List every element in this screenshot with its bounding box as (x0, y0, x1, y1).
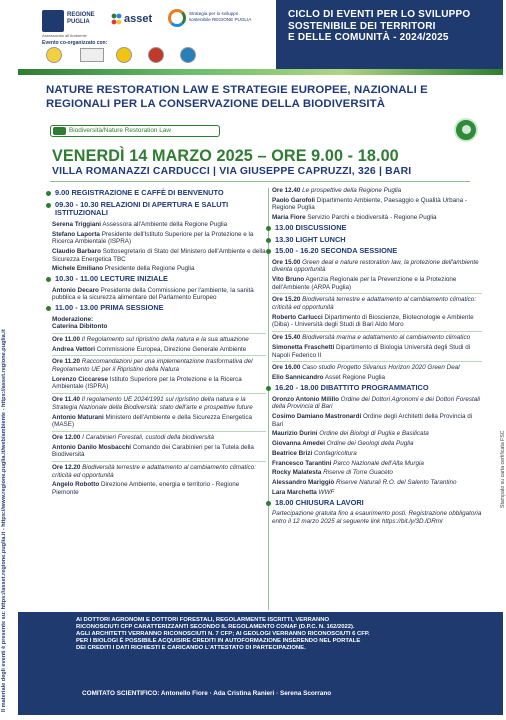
entry-text: Il Regolamento sul ripristino della natura e la sua attuazione (81, 335, 249, 343)
event-venue: VILLA ROMANAZZI CARDUCCI | VIA GIUSEPPE CAPRUZZI, 326 | BARI (52, 166, 412, 177)
divider (50, 181, 470, 182)
separator (52, 431, 266, 432)
entry-text: I Carabinieri Forestali, custodi della biodiversità (82, 433, 215, 441)
program-entry (272, 479, 482, 487)
speaker-name: Oronzo Antonio Milillo (272, 395, 339, 403)
speaker-name: Ore 15.00 (272, 258, 301, 266)
program-left-column (52, 187, 266, 499)
program-entry (272, 450, 482, 458)
speaker-name: Andrea Vettori (52, 345, 96, 353)
section-heading (46, 201, 266, 218)
partner-logo-3-icon (116, 47, 132, 63)
entry-text: Confagricoltura (314, 449, 357, 457)
entry-text: Ministero dell'Ambiente e della Sicurezza Energetica (MASE) (52, 413, 252, 429)
program-entry (52, 265, 266, 273)
speaker-name: Francesco Tarantini (272, 459, 332, 467)
entry-text: Dipartimento di Bioscienze, Biotecnologie e Ambiente (Diba) - Università degli Studi di Bari Aldo Moro (272, 313, 474, 329)
speaker-name: Ore 15.20 (272, 296, 301, 304)
topic-tag-label: Biodiversità/Nature Restoration Law (69, 127, 171, 134)
program-entry (52, 248, 266, 263)
program-entry (272, 489, 482, 497)
moderator-line: Caterina Dibitonto (52, 323, 108, 331)
program-entry (52, 231, 266, 246)
section-heading (46, 304, 266, 313)
program-entry (52, 464, 266, 479)
speaker-name: Maurizio Durini (272, 430, 318, 438)
entry-text: Presidente della Commissione per l'ambiente, la sanità pubblica e la sicurezza alimentare del Parlamento Europeo (52, 286, 254, 302)
program-entry (272, 296, 482, 311)
series-title-line-3: E DELLE COMUNITÀ - 2024/2025 (288, 32, 449, 43)
program-right-column (272, 187, 482, 528)
program-entry (52, 346, 266, 354)
speaker-name: Claudio Barbaro (52, 247, 101, 255)
speaker-name: Lorenzo Ciccarese (52, 375, 108, 383)
program-entry (272, 413, 482, 428)
section-heading (46, 189, 266, 198)
program-entry (272, 344, 482, 359)
earth-icon (454, 118, 478, 142)
speaker-name: Angelo Robotto (52, 481, 100, 489)
entry-text: Servizio Parchi e biodiversità - Regione Puglia (307, 214, 437, 222)
speaker-name: Elio Sannicandro (272, 374, 324, 382)
entry-text: Biodiversità marina e adattamento al cambiamento climatico (302, 334, 471, 342)
section-heading-text: 13.00 DISCUSSIONE (275, 222, 347, 232)
entry-text: Riserve di Torre Guaceto (323, 469, 393, 477)
entry-text: Presidente della Regione Puglia (104, 265, 195, 273)
partner-logo-1-icon (46, 47, 62, 63)
section-heading (46, 275, 266, 284)
entry-text: Green deal e nature restoration law, la protezione dell'ambiente diventa opportunità (272, 258, 479, 274)
section-heading (266, 247, 482, 256)
section-heading-text: 11.00 - 13.00 PRIMA SESSIONE (55, 303, 164, 313)
entry-text: Biodiversità terrestre e adattamento al cambiamento climatico: criticità ed opportunità (272, 296, 477, 312)
credits-line: AGLI ARCHITETTI VERRANNO RICONOSCIUTI N. 7 CFP; AI GEOLOGI VERRANNO RICONOSCIUTI 6 CFP. (76, 631, 370, 637)
bullet-icon (46, 191, 51, 196)
bullet-icon (46, 203, 51, 208)
section-heading-text: 9.00 REGISTRAZIONE E CAFFÈ DI BENVENUTO (55, 188, 224, 197)
program-entry (272, 364, 482, 372)
section-heading-text: 09.30 - 10.30 RELAZIONI DI APERTURA E SALUTI ISTITUZIONALI (55, 199, 229, 218)
speaker-name: Ore 15.40 (272, 334, 301, 342)
regione-label: REGIONE PUGLIA (67, 12, 95, 25)
program-entry (272, 469, 482, 477)
bullet-icon (266, 238, 271, 243)
program-entry (272, 460, 482, 468)
entry-text: WWF (318, 488, 335, 496)
program-entry (52, 414, 266, 429)
entry-text: Ordine dei Dottori Agronomi e dei Dottori Forestali della Provincia di Bari (272, 395, 481, 411)
entry-text: Ordine dei Biologi di Puglia e Basilicata (319, 430, 429, 438)
separator (52, 333, 266, 334)
scientific-committee: COMITATO SCIENTIFICO: Antonello Fiore · Ada Cristina Ranieri · Serena Scorrano (18, 680, 503, 715)
series-title-line-1: CICLO DI EVENTI PER LO SVILUPPO (288, 9, 471, 20)
speaker-name: Simonetta Fraschetti (272, 344, 335, 351)
bullet-icon (46, 306, 51, 311)
speaker-name: Ore 12.40 (272, 187, 301, 194)
asset-logo-icon (110, 12, 122, 26)
bullet-icon (46, 277, 51, 282)
program-entry (272, 314, 482, 329)
event-title: NATURE RESTORATION LAW E STRATEGIE EUROPEE, NAZIONALI E REGIONALI PER LA CONSERVAZIONE DELLA BIODIVERSITÀ (46, 84, 428, 111)
speaker-name: Ore 12.00 (52, 433, 81, 441)
program-entry (272, 214, 482, 222)
separator (52, 393, 266, 394)
entry-text: Parco Nazionale dell'Alta Murgia (333, 459, 424, 467)
regione-crest-icon (42, 10, 64, 32)
speaker-name: Ore 16.00 (272, 364, 301, 372)
entry-text: Riserve Naturali R.O. del Salento Tarantino (336, 479, 457, 487)
series-title-line-2: SOSTENIBILE DEI TERRITORI (288, 20, 436, 32)
speaker-name: Antonio Decaro (52, 286, 99, 294)
entry-text: Istituto Superiore per la Protezione e la Ricerca Ambientale (ISPRA) (52, 375, 242, 391)
header (18, 0, 503, 69)
separator (272, 293, 482, 294)
program-entry (272, 187, 482, 195)
speaker-name: Lara Marchetta (272, 488, 317, 496)
speaker-name: Vito Bruno (272, 276, 305, 284)
entry-text: Raccomandazioni per una implementazione trasformativa del Regolamento UE per il Ripristino della Natura (52, 358, 253, 373)
entry-text: Agenzia Regionale per la Prevenzione e la Protezione dell'Ambiente (ARPA Puglia) (272, 276, 457, 291)
speaker-name: Stefano Laporta (52, 230, 100, 238)
partner-logo-2-icon (80, 48, 104, 62)
entry-text: Direzione Ambiente, energia e territorio - Regione Piemonte (52, 481, 240, 497)
speaker-name: Ore 12.20 (52, 464, 81, 472)
program-entry (272, 430, 482, 438)
moderator-line: Moderazione: (52, 315, 94, 323)
speaker-name: Maria Fiore (272, 214, 306, 222)
speaker-name: Paolo Garofoli (272, 196, 316, 204)
program-entry (52, 221, 266, 229)
speaker-name: Ore 11.00 (52, 335, 81, 343)
entry-text: Presidente dell'Istituto Superiore per la Protezione e la Ricerca Ambientale (ISPRA) (52, 230, 254, 246)
section-heading-text: 16.20 - 18.00 DIBATTITO PROGRAMMATICO (275, 382, 429, 392)
speaker-name: Antonio Maturani (52, 413, 104, 421)
speaker-name: Antonio Danilo Mosbacchi (52, 443, 132, 451)
entry-text: Dipartimento Ambiente, Paesaggio e Qualità Urbana - Regione Puglia (272, 196, 467, 212)
speaker-name: Alessandro Mariggiò (272, 479, 335, 487)
program-entry (52, 434, 266, 442)
program-entry (52, 376, 266, 391)
speaker-name: Rocky Malatesta (272, 469, 322, 477)
topic-tag (50, 125, 220, 137)
speaker-name: Serena Triggiani (52, 220, 101, 228)
program-entry (52, 481, 266, 496)
separator (52, 461, 266, 462)
section-heading-text: 15.00 - 16.20 SECONDA SESSIONE (275, 246, 398, 256)
section-heading-text: 10.30 - 11.00 LECTURE INIZIALE (55, 274, 168, 284)
fsc-note: Stampato su carta certificata FSC (500, 430, 506, 508)
logos-area (18, 0, 273, 69)
partner-logo-4-icon (148, 47, 164, 63)
strategia-logo-icon (168, 9, 186, 27)
credits-line: RICONOSCIUTI CFP CARATTERIZZANTI SECONDO IL REGOLAMENTO CONAF (D.P.C. N. 162/2022). (76, 624, 355, 630)
bullet-icon (266, 386, 271, 391)
entry-text: Sottosegretario di Stato del Ministero dell'Ambiente e della Sicurezza Energetica TBC (52, 247, 266, 263)
program-entry (272, 440, 482, 448)
entry-text: Ordine dei Geologi della Puglia (326, 440, 414, 448)
separator (272, 361, 482, 362)
speaker-name: Michele Emiliano (52, 265, 104, 273)
partner-logo-5-icon (180, 47, 196, 63)
speaker-name: Cosimo Damiano Mastronardi (272, 412, 362, 420)
entry-text: Partecipazione gratuita fino a esaurimento posti. Registrazione obbligatoria entro il 12 marzo 2025 al seguente link https://bit.ly/3D.lDRml (272, 510, 482, 525)
speaker-name: Beatrice Brizi (272, 449, 313, 457)
speaker-name: Ore 11.20 (52, 358, 81, 366)
entry-text: Il regolamento UE 2024/1991 sul ripristino della natura e la Strategia Nazionale della Biodiversità: stato dell'arte e prospettive future (52, 396, 253, 411)
separator (52, 355, 266, 356)
program-entry (52, 287, 266, 302)
section-heading (266, 499, 482, 508)
bullet-icon (266, 226, 271, 231)
side-links-text: Il materiale degli eventi è presente su: https://asset.regione.puglia.it - https://www.regione.puglia.it/web/ambiente - https://asset.regione.puglia.it (1, 329, 7, 712)
program-entry (52, 444, 266, 459)
program-entry (272, 374, 482, 382)
entry-text: Dipartimento di Biologia Università degli Studi di Napoli Federico II (272, 344, 471, 359)
speaker-name: Ore 11.40 (52, 396, 81, 404)
section-heading (266, 384, 482, 393)
speaker-name: Roberto Carlucci (272, 313, 323, 321)
program-entry (272, 197, 482, 212)
program-entry (52, 358, 266, 373)
separator (272, 331, 482, 332)
event-date: VENERDÌ 14 MARZO 2025 – ORE 9.00 - 18.00 (52, 147, 399, 165)
credits-line: AI DOTTORI AGRONOMI E DOTTORI FORESTALI, REGOLARMENTE ISCRITTI, VERRANNO (76, 617, 330, 623)
credits-line: PER I BIOLOGI È POSSIBILE ACQUISIRE CREDITI IN AUTOFORMAZIONE INSERENDO NEL PORTALE (76, 638, 361, 644)
entry-text: Ordine degli Architetti della Provincia di Bari (272, 412, 473, 428)
strategia-label: Strategia per lo sviluppo sostenibile REGIONE PUGLIA (189, 11, 252, 22)
section-heading (266, 224, 482, 233)
program-entry (272, 276, 482, 291)
program-entry (272, 259, 482, 274)
program-entry (272, 334, 482, 342)
program-entry (272, 396, 482, 411)
entry-text: Asset Regione Puglia (324, 374, 386, 382)
bullet-icon (266, 249, 271, 254)
section-heading-text: 18.00 CHIUSURA LAVORI (275, 497, 364, 507)
program-entry (52, 336, 266, 344)
entry-text: Comando dei Carabinieri per la Tutela della Biodiversità (52, 443, 254, 459)
asset-label: asset (124, 13, 153, 25)
entry-text: Assessora all'Ambiente della Regione Puglia (102, 220, 228, 228)
organised-with: Evento co-organizzato con: (42, 40, 108, 46)
side-strip (0, 0, 18, 715)
regione-sub: Assessorato all'Ambiente (42, 33, 87, 38)
program-entry (272, 510, 482, 525)
bullet-icon (266, 501, 271, 506)
section-heading (266, 236, 482, 245)
speaker-name: Giovanna Amedei (272, 440, 325, 448)
tag-leaf-icon (53, 127, 66, 135)
entry-text: Biodiversità terrestre e adattamento al cambiamento climatico: criticità ed opportunità (52, 464, 257, 479)
entry-text: Commissione Europea, Direzione Generale Ambiente (96, 345, 247, 353)
program-entry (52, 396, 266, 411)
decorative-stripe (18, 69, 503, 75)
entry-text: Le prospettive della Regione Puglia (302, 187, 402, 194)
entry-text: Caso studio Progetto Silvanus Horizon 2020 Green Deal (302, 364, 460, 372)
credits-line: DEI CREDITI I DATI RICHIESTI E CARICANDO L'ATTESTATO DI PARTECIPAZIONE. (76, 645, 306, 651)
section-heading-text: 13.30 LIGHT LUNCH (275, 234, 346, 244)
series-title (276, 0, 503, 69)
